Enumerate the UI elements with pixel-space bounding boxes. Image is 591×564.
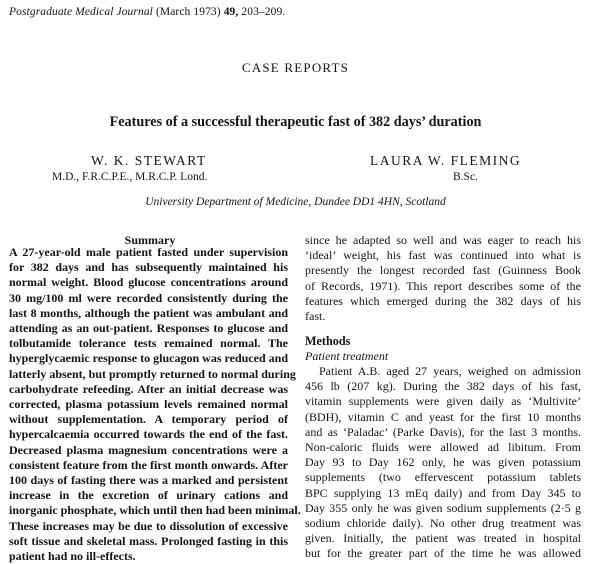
summary-line: for 382 days and has subsequently maintained his	[9, 260, 288, 275]
summary-line: 100 days of fasting there was a marked and persistent	[9, 473, 288, 488]
article-title: Features of a successful therapeutic fast of 382 days’ duration	[109, 114, 482, 130]
summary-line: Decreased plasma magnesium concentrations were a	[9, 442, 288, 457]
methods-line: Day 93 to Day 162 only, he was given potassium	[305, 455, 581, 470]
intro-line: fast.	[305, 309, 326, 324]
intro-line: features which emerged during the 382 days of his	[305, 293, 581, 308]
author-2-degrees: B.Sc.	[453, 171, 478, 183]
summary-line: last 8 months, although the patient was ambulant and	[9, 305, 288, 320]
methods-line: (BDH), vitamin C and yeast for the first 10 months	[305, 409, 581, 424]
intro-line: of Records, 1971). This report describes some of the	[305, 278, 581, 293]
summary-line: attending as an out-patient. Responses to glucose and	[9, 321, 288, 336]
summary-line: without supplementation. A temporary period of	[9, 412, 288, 427]
summary-line: These increases may be due to dissolution of excessive	[9, 518, 288, 533]
section-heading: CASE REPORTS	[241, 60, 350, 75]
intro-line: presently the longest recorded fast (Guinness Book	[305, 263, 581, 278]
methods-line: vitamin supplements were given daily as ‘Multivite’	[305, 394, 581, 409]
summary-text	[9, 245, 301, 564]
methods-line: Non-caloric fluids were allowed ad libitum. From	[305, 440, 581, 455]
journal-name: Postgraduate Medical Journal	[9, 6, 153, 18]
methods-line: BPC supplying 13 mEq daily) and from Day 345 to	[305, 485, 581, 500]
summary-line: A 27-year-old male patient fasted under supervision	[9, 245, 288, 259]
summary-line: hyperglycaemic response to glucagon was reduced and	[9, 351, 288, 366]
summary-line: inorganic phosphate, which until then had been minimal.	[9, 503, 301, 518]
methods-line: 456 lb (207 kg). During the 382 days of his fast,	[305, 379, 581, 394]
methods-line: Day 355 only he was given sodium supplements (2·5 g	[305, 500, 581, 515]
summary-line: normal weight. Blood glucose concentrations around	[9, 275, 288, 290]
methods-line: sodium chloride daily). No other drug treatment was	[305, 516, 581, 531]
methods-line: and as ‘Paladac’ (Parke Davis), for the last 3 months.	[305, 424, 581, 439]
methods-heading: Methods	[305, 334, 351, 348]
intro-line: ‘ideal’ weight, his fast was continued into what is	[305, 248, 581, 263]
methods-line: supplements (two effervescent potassium tablets	[305, 470, 581, 485]
summary-line: increase in the excretion of urinary cations and	[9, 488, 288, 503]
summary-line: carbohydrate refeeding. After an initial decrease was	[9, 381, 288, 396]
intro-line: since he adapted so well and was eager to reach his	[305, 233, 581, 247]
methods-line: but for the greater part of the time he was allowed	[305, 546, 581, 561]
methods-paragraph	[305, 364, 581, 562]
summary-line: consistent feature from the first month onwards. After	[9, 457, 288, 472]
author-2-name: LAURA W. FLEMING	[370, 153, 522, 168]
methods-line: Patient A.B. aged 27 years, weighed on admission	[319, 364, 581, 378]
summary-line: corrected, plasma potassium levels remained normal	[9, 397, 288, 412]
summary-line: tolbutamide tolerance tests remained normal. The	[9, 336, 288, 351]
summary-line: soft tissue and skeletal mass. Prolonged fasting in this	[9, 533, 288, 548]
journal-issue: (March 1973)	[155, 6, 221, 18]
affiliation: University Department of Medicine, Dundee DD1 4HN, Scotland	[145, 196, 446, 208]
summary-heading: Summary	[124, 233, 176, 247]
author-1-name: W. K. STEWART	[91, 153, 207, 168]
journal-volume: 49,	[223, 6, 239, 18]
methods-subheading: Patient treatment	[305, 349, 389, 363]
intro-paragraph	[305, 233, 581, 324]
journal-citation	[9, 6, 285, 18]
author-1-degrees: M.D., F.R.C.P.E., M.R.C.P. Lond.	[52, 171, 208, 183]
summary-line: 30 mg/100 ml were recorded consistently during the	[9, 290, 288, 305]
summary-line: patient had no ill-effects.	[9, 549, 136, 564]
methods-line: given. Initially, the patient was treated in hospital	[305, 531, 581, 546]
author-1	[52, 153, 208, 183]
summary-line: hypercalcaemia occurred towards the end of the fast.	[9, 427, 288, 442]
author-2	[370, 153, 521, 183]
journal-pages: 203–209.	[241, 6, 286, 18]
summary-line: latterly absent, but promptly returned to normal during	[9, 366, 296, 381]
